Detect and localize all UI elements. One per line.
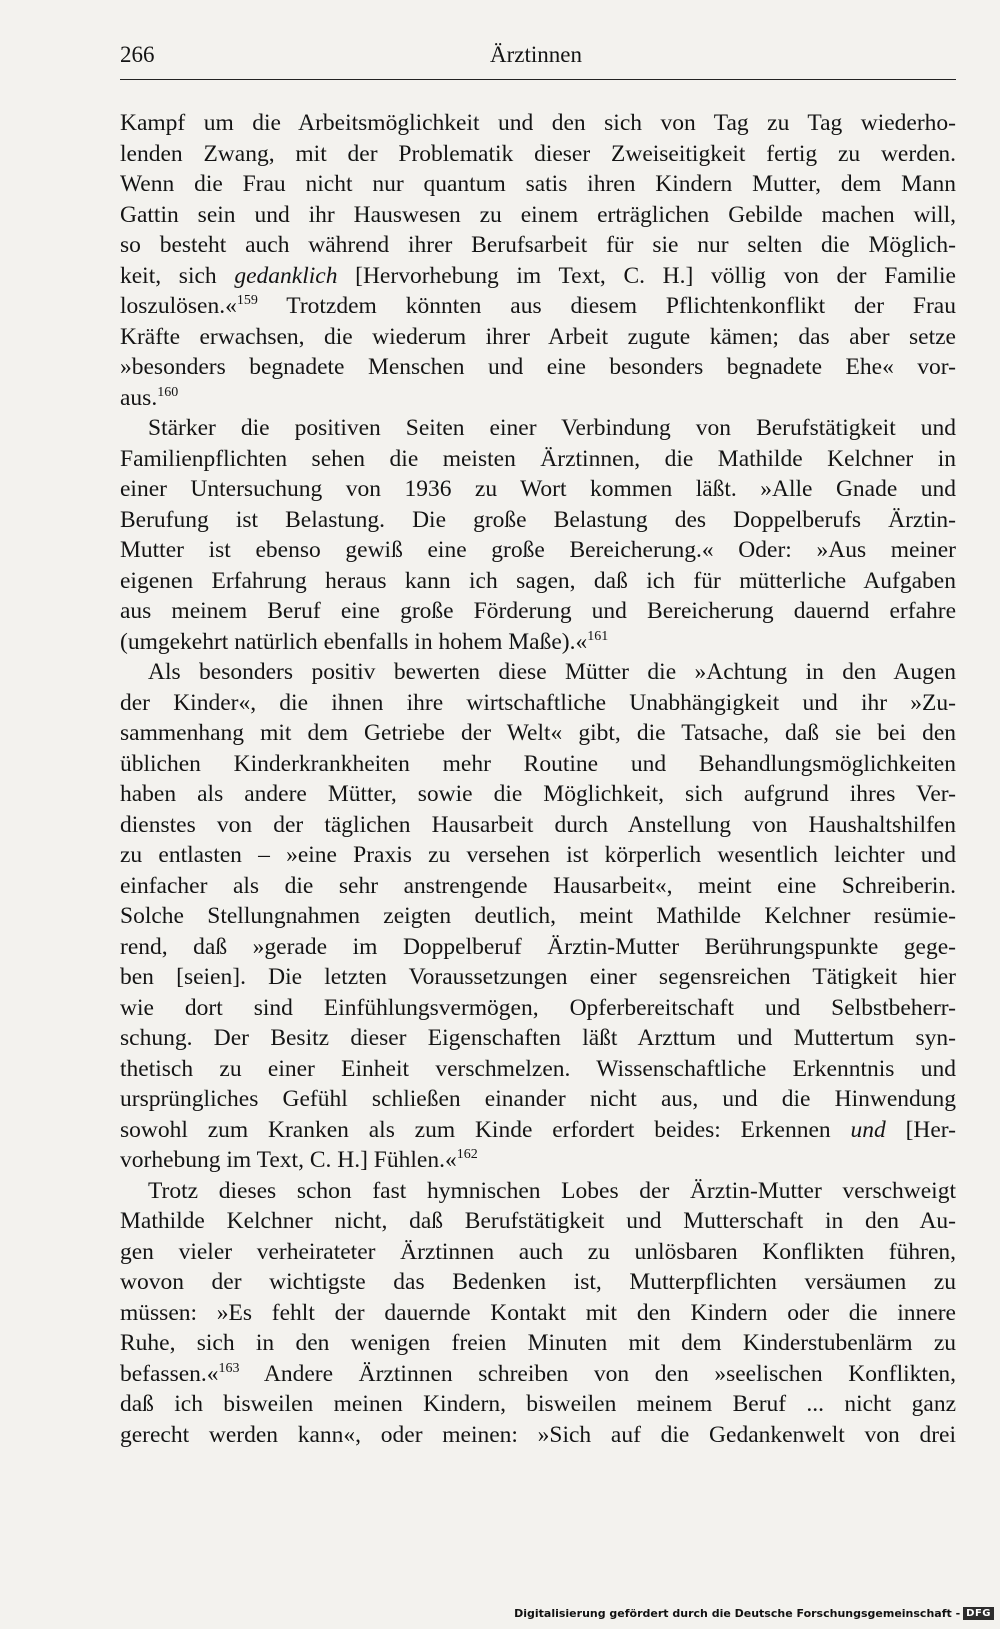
text-line: loszulösen.«$^{159}$ Trotzdem könnten aus diesem Pflichtenkonflikt der Frau — [120, 293, 956, 319]
text-line: Wenn die Frau nicht nur quantum satis ihren Kindern Mutter, dem Mann — [120, 171, 956, 197]
body-text — [120, 108, 956, 1450]
text-line: Kampf um die Arbeitsmöglichkeit und den sich von Tag zu Tag wiederho- — [120, 110, 956, 136]
text-line: dienstes von der täglichen Hausarbeit durch Anstellung von Haushaltshilfen — [120, 811, 956, 838]
text-line: Berufung ist Belastung. Die große Belastung des Doppelberufs Ärztin- — [120, 506, 956, 533]
text-line: müssen: »Es fehlt der dauernde Kontakt mit den Kindern oder die innere — [120, 1299, 956, 1326]
text-line: sammenhang mit dem Getriebe der Welt« gibt, die Tatsache, daß sie bei den — [120, 720, 956, 746]
text-line: vorhebung im Text, C. H.] Fühlen.«$^{162}$ — [120, 1147, 478, 1173]
text-line: Als besonders positiv bewerten diese Mütter die »Achtung in den Augen — [148, 659, 956, 685]
text-line: haben als andere Mütter, sowie die Möglichkeit, sich aufgrund ihres Ver- — [120, 781, 956, 807]
text-line: aus.$^{160}$ — [120, 384, 179, 411]
text-line: Trotz dieses schon fast hymnischen Lobes der Ärztin-Mutter verschweigt — [148, 1177, 956, 1204]
text-line: rend, daß »gerade im Doppelberuf Ärztin-Mutter Berührungspunkte gege- — [120, 933, 956, 960]
text-line: »besonders begnadete Menschen und eine besonders begnadete Ehe« vor- — [120, 354, 956, 380]
text-line: Familienpflichten sehen die meisten Ärztinnen, die Mathilde Kelchner in — [120, 445, 956, 472]
text-line: lenden Zwang, mit der Problematik dieser Zweiseitigkeit fertig zu werden. — [120, 140, 956, 167]
text-line: ben [seien]. Die letzten Voraussetzungen einer segensreichen Tätigkeit hier — [120, 964, 956, 990]
text-line: Solche Stellungnahmen zeigten deutlich, meint Mathilde Kelchner resümie- — [120, 903, 956, 929]
text-line: Mathilde Kelchner nicht, daß Berufstätigkeit und Mutterschaft in den Au- — [120, 1208, 956, 1234]
page-header — [120, 38, 956, 78]
text-line: Ruhe, sich in den wenigen freien Minuten mit dem Kinderstubenlärm zu — [120, 1330, 956, 1356]
text-line: eigenen Erfahrung heraus kann ich sagen, daß ich für mütterliche Aufgaben — [120, 567, 956, 594]
text-line: ursprüngliches Gefühl schließen einander nicht aus, und die Hinwendung — [120, 1086, 956, 1112]
text-line: der Kinder«, die ihnen ihre wirtschaftliche Unabhängigkeit und ihr »Zu- — [120, 689, 956, 716]
text-line: keit, sich gedanklich [Hervorhebung im Text, C. H.] völlig von der Familie — [120, 262, 956, 289]
text-line: Gattin sein und ihr Hauswesen zu einem erträglichen Gebilde machen will, — [120, 201, 956, 228]
text-line: Kräfte erwachsen, die wiederum ihrer Arbeit zugute kämen; das aber setze — [120, 323, 956, 350]
running-title: Ärztinnen — [490, 42, 582, 67]
text-line: Stärker die positiven Seiten einer Verbindung von Berufstätigkeit und — [148, 415, 956, 441]
page-number: 266 — [120, 42, 155, 67]
header-rule — [120, 79, 956, 80]
text-line: gen vieler verheirateter Ärztinnen auch zu unlösbaren Konflikten führen, — [120, 1238, 956, 1265]
text-line: daß ich bisweilen meinen Kindern, bisweilen meinem Beruf ... nicht ganz — [120, 1391, 956, 1417]
text-line: aus meinem Beruf eine große Förderung und Bereicherung dauernd erfahre — [120, 598, 956, 624]
text-line: Mutter ist ebenso gewiß eine große Bereicherung.« Oder: »Aus meiner — [120, 537, 956, 563]
text-line: einfacher als die sehr anstrengende Hausarbeit«, meint eine Schreiberin. — [120, 872, 956, 899]
text-line: wovon der wichtigste das Bedenken ist, Mutterpflichten versäumen zu — [120, 1269, 956, 1295]
text-line: einer Untersuchung von 1936 zu Wort kommen läßt. »Alle Gnade und — [120, 476, 956, 502]
text-line: so besteht auch während ihrer Berufsarbeit für sie nur selten die Möglich- — [120, 232, 956, 258]
text-line: thetisch zu einer Einheit verschmelzen. Wissenschaftliche Erkenntnis und — [120, 1055, 956, 1082]
text-line: üblichen Kinderkrankheiten mehr Routine und Behandlungsmöglichkeiten — [120, 750, 956, 777]
dfg-logo-icon: DFG — [963, 1607, 994, 1620]
text-line: befassen.«$^{163}$ Andere Ärztinnen schreiben von den »seelischen Konflikten, — [120, 1360, 956, 1387]
digitization-footer — [514, 1603, 994, 1623]
text-line: gerecht werden kann«, oder meinen: »Sich auf die Gedankenwelt von drei — [120, 1421, 956, 1448]
text-line: (umgekehrt natürlich ebenfalls in hohem Maße).«$^{161}$ — [120, 628, 609, 655]
digitization-credit: Digitalisierung gefördert durch die Deutsche Forschungsgemeinschaft - — [514, 1606, 961, 1620]
text-line: zu entlasten – »eine Praxis zu versehen ist körperlich wesentlich leichter und — [120, 842, 956, 868]
text-line: schung. Der Besitz dieser Eigenschaften läßt Arzttum und Muttertum syn- — [120, 1025, 956, 1051]
text-line: wie dort sind Einfühlungsvermögen, Opferbereitschaft und Selbstbeherr- — [120, 994, 956, 1021]
text-line: sowohl zum Kranken als zum Kinde erfordert beides: Erkennen und [Her- — [120, 1116, 956, 1143]
